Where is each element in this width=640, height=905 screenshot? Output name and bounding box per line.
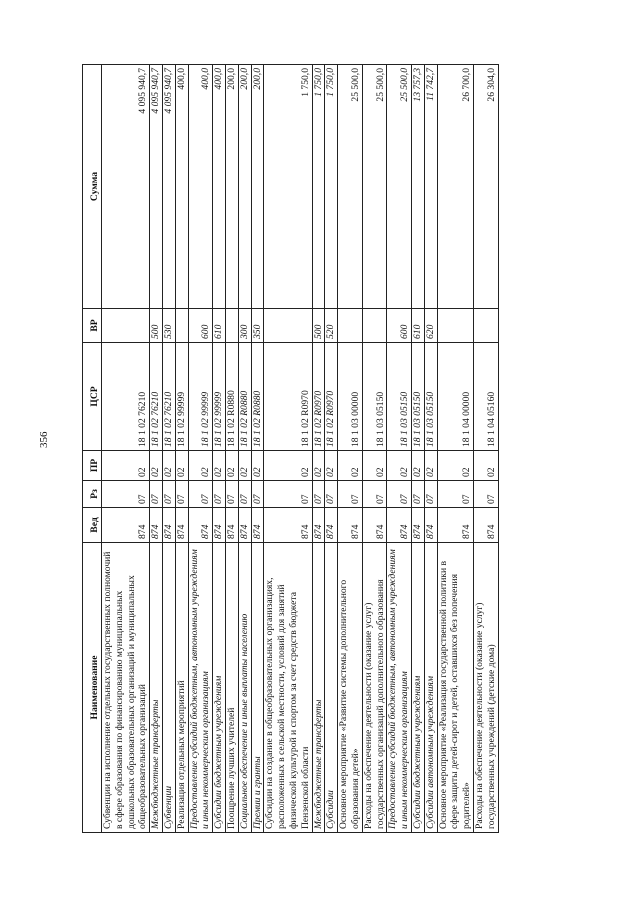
cell-vr <box>437 309 473 343</box>
cell-vr: 350 <box>251 309 264 343</box>
cell-vr: 600 <box>188 309 213 343</box>
cell-ved: 874 <box>338 508 363 543</box>
cell-csr: 18 1 02 R0880 <box>238 343 251 451</box>
cell-sum: 4 095 940,7 <box>102 65 150 309</box>
budget-table-container <box>82 65 546 833</box>
cell-rz: 07 <box>424 481 437 508</box>
table-row <box>424 65 437 833</box>
cell-csr: 18 1 04 00000 <box>437 343 473 451</box>
table-row <box>338 65 363 833</box>
cell-rz: 07 <box>264 481 312 508</box>
cell-csr: 18 1 03 05150 <box>387 343 412 451</box>
cell-vr <box>338 309 363 343</box>
cell-vr: 610 <box>411 309 424 343</box>
cell-csr: 18 1 03 00000 <box>338 343 363 451</box>
cell-sum: 13 757,3 <box>411 65 424 309</box>
cell-ved: 874 <box>312 508 325 543</box>
cell-name: Реализация отдельных мероприятий <box>175 543 188 833</box>
cell-rz: 07 <box>188 481 213 508</box>
table-row <box>225 65 238 833</box>
table-row <box>102 65 150 833</box>
cell-sum: 400,0 <box>175 65 188 309</box>
cell-name: Предоставление субсидий бюджетным, автономным учреждениям и иным некоммерческим организациям <box>188 543 213 833</box>
cell-ved: 874 <box>411 508 424 543</box>
cell-sum: 26 304,0 <box>473 65 498 309</box>
cell-vr: 500 <box>150 309 163 343</box>
table-row <box>150 65 163 833</box>
cell-csr: 18 1 02 99999 <box>213 343 226 451</box>
table-row <box>175 65 188 833</box>
cell-rz: 07 <box>362 481 387 508</box>
cell-vr: 600 <box>387 309 412 343</box>
table-row <box>238 65 251 833</box>
cell-sum: 25 500,0 <box>387 65 412 309</box>
cell-pr: 02 <box>238 451 251 481</box>
header-rz: Рз <box>83 481 102 508</box>
cell-sum: 400,0 <box>213 65 226 309</box>
cell-pr: 02 <box>225 451 238 481</box>
cell-vr: 520 <box>325 309 338 343</box>
cell-sum: 1 750,0 <box>312 65 325 309</box>
cell-rz: 07 <box>102 481 150 508</box>
cell-rz: 07 <box>150 481 163 508</box>
cell-sum: 11 742,7 <box>424 65 437 309</box>
cell-ved: 874 <box>162 508 175 543</box>
table-row <box>162 65 175 833</box>
cell-sum: 200,0 <box>225 65 238 309</box>
cell-pr: 02 <box>162 451 175 481</box>
cell-vr <box>225 309 238 343</box>
cell-csr: 18 1 02 99999 <box>188 343 213 451</box>
cell-pr: 02 <box>411 451 424 481</box>
cell-rz: 07 <box>411 481 424 508</box>
cell-pr: 02 <box>264 451 312 481</box>
cell-ved: 874 <box>175 508 188 543</box>
cell-sum: 4 095 940,7 <box>150 65 163 309</box>
cell-vr <box>473 309 498 343</box>
cell-rz: 07 <box>225 481 238 508</box>
cell-rz: 07 <box>213 481 226 508</box>
cell-pr: 02 <box>102 451 150 481</box>
cell-name: Расходы на обеспечение деятельности (оказание услуг) государственных организаций дополнительного образования <box>362 543 387 833</box>
cell-name: Социальное обеспечение и иные выплаты населению <box>238 543 251 833</box>
header-ved: Вед <box>83 508 102 543</box>
cell-pr: 02 <box>424 451 437 481</box>
table-row <box>437 65 473 833</box>
cell-csr: 18 1 02 R0970 <box>264 343 312 451</box>
cell-vr: 620 <box>424 309 437 343</box>
cell-ved: 874 <box>225 508 238 543</box>
cell-name: Предоставление субсидий бюджетным, автономным учреждениям и иным некоммерческим организациям <box>387 543 412 833</box>
cell-pr: 02 <box>150 451 163 481</box>
cell-name: Субсидии на создание в общеобразовательных организациях, расположенных в сельской местности, условий для занятий физической культурой и спортом за счет средств бюджета Пензенской области <box>264 543 312 833</box>
cell-name: Субсидии автономным учреждениям <box>424 543 437 833</box>
table-row <box>264 65 312 833</box>
cell-name: Субсидии бюджетным учреждениям <box>213 543 226 833</box>
cell-vr: 530 <box>162 309 175 343</box>
cell-sum: 200,0 <box>251 65 264 309</box>
cell-pr: 02 <box>188 451 213 481</box>
cell-vr: 610 <box>213 309 226 343</box>
header-name: Наименование <box>83 543 102 833</box>
cell-ved: 874 <box>188 508 213 543</box>
cell-ved: 874 <box>251 508 264 543</box>
cell-csr: 18 1 02 99999 <box>175 343 188 451</box>
cell-vr <box>175 309 188 343</box>
cell-ved: 874 <box>150 508 163 543</box>
cell-ved: 874 <box>264 508 312 543</box>
cell-rz: 07 <box>175 481 188 508</box>
cell-rz: 07 <box>325 481 338 508</box>
table-row <box>325 65 338 833</box>
cell-vr: 300 <box>238 309 251 343</box>
cell-ved: 874 <box>238 508 251 543</box>
cell-name: Поощрение лучших учителей <box>225 543 238 833</box>
cell-ved: 874 <box>387 508 412 543</box>
cell-pr: 02 <box>473 451 498 481</box>
cell-rz: 07 <box>473 481 498 508</box>
cell-pr: 02 <box>251 451 264 481</box>
table-row <box>213 65 226 833</box>
cell-name: Субсидии бюджетным учреждениям <box>411 543 424 833</box>
cell-pr: 02 <box>312 451 325 481</box>
cell-csr: 18 1 03 05150 <box>424 343 437 451</box>
table-row <box>188 65 213 833</box>
cell-pr: 02 <box>437 451 473 481</box>
cell-csr: 18 1 02 R0970 <box>312 343 325 451</box>
cell-pr: 02 <box>338 451 363 481</box>
cell-pr: 02 <box>325 451 338 481</box>
cell-sum: 25 500,0 <box>338 65 363 309</box>
cell-sum: 26 700,0 <box>437 65 473 309</box>
cell-rz: 07 <box>387 481 412 508</box>
cell-rz: 07 <box>312 481 325 508</box>
cell-ved: 874 <box>325 508 338 543</box>
cell-pr: 02 <box>175 451 188 481</box>
cell-pr: 02 <box>213 451 226 481</box>
cell-ved: 874 <box>213 508 226 543</box>
header-vr: ВР <box>83 309 102 343</box>
cell-vr: 500 <box>312 309 325 343</box>
cell-sum: 4 095 940,7 <box>162 65 175 309</box>
table-row <box>362 65 387 833</box>
page-number: 356 <box>38 431 50 448</box>
table-row <box>473 65 498 833</box>
cell-pr: 02 <box>387 451 412 481</box>
cell-rz: 07 <box>437 481 473 508</box>
cell-vr <box>102 309 150 343</box>
cell-csr: 18 1 02 76210 <box>162 343 175 451</box>
cell-sum: 1 750,0 <box>264 65 312 309</box>
cell-ved: 874 <box>473 508 498 543</box>
cell-csr: 18 1 03 05150 <box>362 343 387 451</box>
cell-rz: 07 <box>162 481 175 508</box>
header-sum: Сумма <box>83 65 102 309</box>
cell-sum: 400,0 <box>188 65 213 309</box>
table-row <box>312 65 325 833</box>
table-body <box>102 65 499 833</box>
cell-name: Субсидии <box>325 543 338 833</box>
cell-csr: 18 1 02 76210 <box>150 343 163 451</box>
table-row <box>411 65 424 833</box>
header-pr: ПР <box>83 451 102 481</box>
budget-table <box>82 64 499 833</box>
cell-csr: 18 1 04 05160 <box>473 343 498 451</box>
table-header-row <box>83 65 102 833</box>
cell-name: Основное мероприятие «Реализация государственной политики в сфере защиты детей-сирот и детей, оставшихся без попечения родителей» <box>437 543 473 833</box>
cell-csr: 18 1 02 76210 <box>102 343 150 451</box>
table-row <box>251 65 264 833</box>
cell-sum: 25 500,0 <box>362 65 387 309</box>
cell-csr: 18 1 03 05150 <box>411 343 424 451</box>
cell-pr: 02 <box>362 451 387 481</box>
cell-sum: 200,0 <box>238 65 251 309</box>
cell-name: Расходы на обеспечение деятельности (оказание услуг) государственных учреждений (детские дома) <box>473 543 498 833</box>
cell-vr <box>362 309 387 343</box>
cell-rz: 07 <box>238 481 251 508</box>
cell-name: Межбюджетные трансферты <box>312 543 325 833</box>
cell-name: Субвенции на исполнение отдельных государственных полномочий в сфере образования по финансированию муниципальных дошкольных образовательных организаций и муниципальных общеобразовательных организаций <box>102 543 150 833</box>
cell-vr <box>264 309 312 343</box>
cell-csr: 18 1 02 R0970 <box>325 343 338 451</box>
cell-ved: 874 <box>437 508 473 543</box>
cell-ved: 874 <box>102 508 150 543</box>
cell-name: Основное мероприятие «Развитие системы дополнительного образования детей» <box>338 543 363 833</box>
cell-ved: 874 <box>362 508 387 543</box>
cell-rz: 07 <box>251 481 264 508</box>
cell-name: Межбюджетные трансферты <box>150 543 163 833</box>
header-csr: ЦСР <box>83 343 102 451</box>
cell-name: Субвенции <box>162 543 175 833</box>
cell-csr: 18 1 02 R0880 <box>225 343 238 451</box>
table-row <box>387 65 412 833</box>
cell-rz: 07 <box>338 481 363 508</box>
cell-ved: 874 <box>424 508 437 543</box>
cell-csr: 18 1 02 R0880 <box>251 343 264 451</box>
cell-name: Премии и гранты <box>251 543 264 833</box>
cell-sum: 1 750,0 <box>325 65 338 309</box>
